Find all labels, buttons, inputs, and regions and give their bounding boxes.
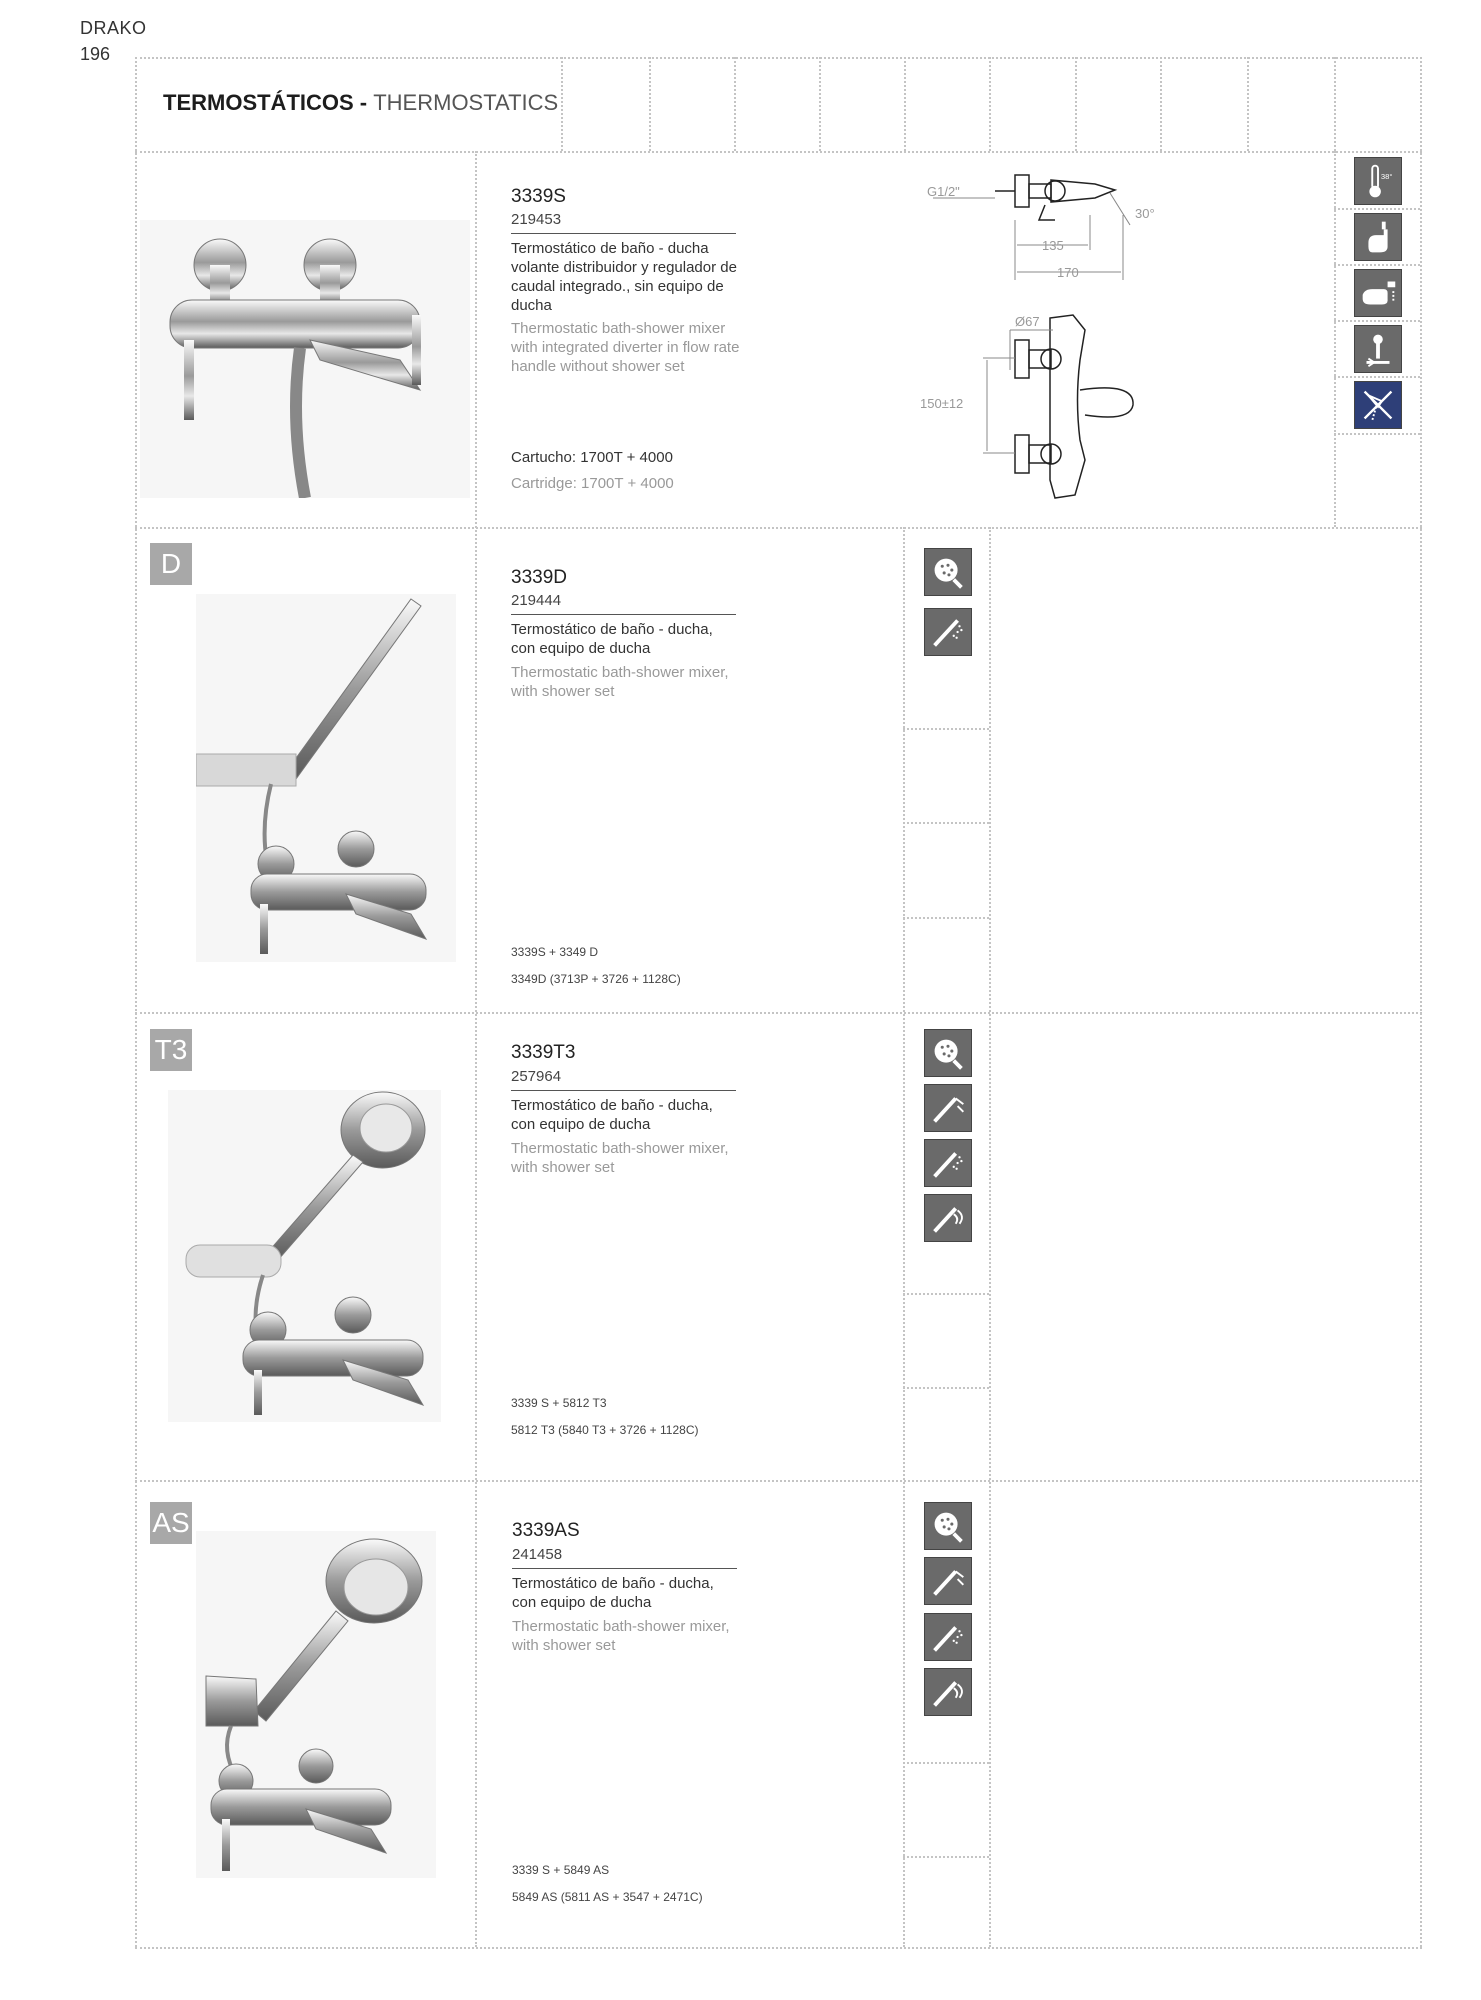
hand-water-icon [1354, 269, 1402, 317]
anti-limescale-icon [924, 1502, 972, 1550]
variant-label: D [150, 543, 192, 585]
variant-label: T3 [150, 1029, 192, 1071]
cartridge-es: Cartucho: 1700T + 4000 [511, 449, 673, 466]
description-es: Termostático de baño - ducha, con equipo de ducha [512, 1575, 714, 1611]
mixer-with-handshower-illustration [196, 594, 456, 962]
description-en: Thermostatic bath-shower mixer, with shower set [511, 1140, 729, 1176]
section-title-es: TERMOSTÁTICOS - [163, 90, 368, 115]
code-underline [512, 1568, 737, 1569]
thermometer-38-icon [1354, 157, 1402, 205]
product-reference: 219453 [511, 211, 562, 228]
product-code: 3339D [511, 567, 567, 588]
mixer-with-handshower-illustration [168, 1090, 441, 1422]
code-underline [511, 1090, 736, 1091]
spray-mode-1-icon [924, 1557, 972, 1605]
variant-label: AS [150, 1502, 192, 1544]
combination-code: 3339S + 3349 D [511, 945, 599, 959]
cartridge-en: Cartridge: 1700T + 4000 [511, 475, 674, 492]
technical-drawing [915, 160, 1155, 510]
svg-text:38°: 38° [1380, 172, 1393, 182]
description-es: Termostático de baño - ducha, con equipo de ducha [511, 621, 713, 657]
mixer-illustration [140, 220, 470, 498]
description-en: Thermostatic bath-shower mixer, with shower set [512, 1618, 730, 1654]
product-photo-3339as [196, 1531, 436, 1878]
spray-mode-1-icon [924, 1084, 972, 1132]
code-underline [511, 233, 736, 234]
spray-mode-2-icon [924, 1139, 972, 1187]
drawing-dim-170: 170 [1057, 265, 1079, 280]
shower-set-composition: 5812 T3 (5840 T3 + 3726 + 1128C) [511, 1423, 699, 1437]
anti-limescale-icon [924, 548, 972, 596]
shower-set-composition: 5849 AS (5811 AS + 3547 + 2471C) [512, 1890, 703, 1904]
product-photo-3339d [196, 594, 456, 962]
shower-set-composition: 3349D (3713P + 3726 + 1128C) [511, 972, 681, 986]
page-number: 196 [80, 44, 111, 64]
drawing-thread-label: G1/2" [927, 184, 960, 199]
product-code: 3339AS [512, 1520, 580, 1541]
hand-touch-icon [1354, 213, 1402, 261]
code-underline [511, 614, 736, 615]
spray-mode-3-icon [924, 1194, 972, 1242]
drawing-dim-135: 135 [1042, 238, 1064, 253]
combination-code: 3339 S + 5849 AS [512, 1863, 610, 1877]
spray-mode-3-icon [924, 1668, 972, 1716]
anti-scald-icon [1354, 325, 1402, 373]
drawing-center-distance: 150±12 [920, 396, 964, 411]
section-title [163, 90, 558, 116]
no-shower-set-icon [1354, 381, 1402, 429]
anti-limescale-icon [924, 1029, 972, 1077]
description-en: Thermostatic bath-shower mixer with integrated diverter in flow rate handle without shower set [511, 320, 740, 375]
description-es: Termostático de baño - ducha, con equipo de ducha [511, 1097, 713, 1133]
description-en: Thermostatic bath-shower mixer, with shower set [511, 664, 729, 700]
handshower-icon [924, 608, 972, 656]
section-title-en: THERMOSTATICS [373, 90, 559, 115]
product-code: 3339T3 [511, 1042, 576, 1063]
drawing-diameter-label: Ø67 [1015, 314, 1040, 329]
brand-name: DRAKO [80, 18, 147, 38]
product-reference: 219444 [511, 592, 562, 609]
combination-code: 3339 S + 5812 T3 [511, 1396, 607, 1410]
product-photo-3339t3 [168, 1090, 441, 1422]
drawing-angle-label: 30° [1135, 206, 1155, 221]
spray-mode-2-icon [924, 1613, 972, 1661]
product-photo-3339s [140, 220, 470, 498]
product-reference: 241458 [512, 1546, 563, 1563]
product-code: 3339S [511, 186, 566, 207]
description-es: Termostático de baño - ducha volante distribuidor y regulador de caudal integrado., sin equipo de ducha [511, 240, 737, 314]
mixer-with-handshower-illustration [196, 1531, 436, 1878]
product-reference: 257964 [511, 1068, 562, 1085]
